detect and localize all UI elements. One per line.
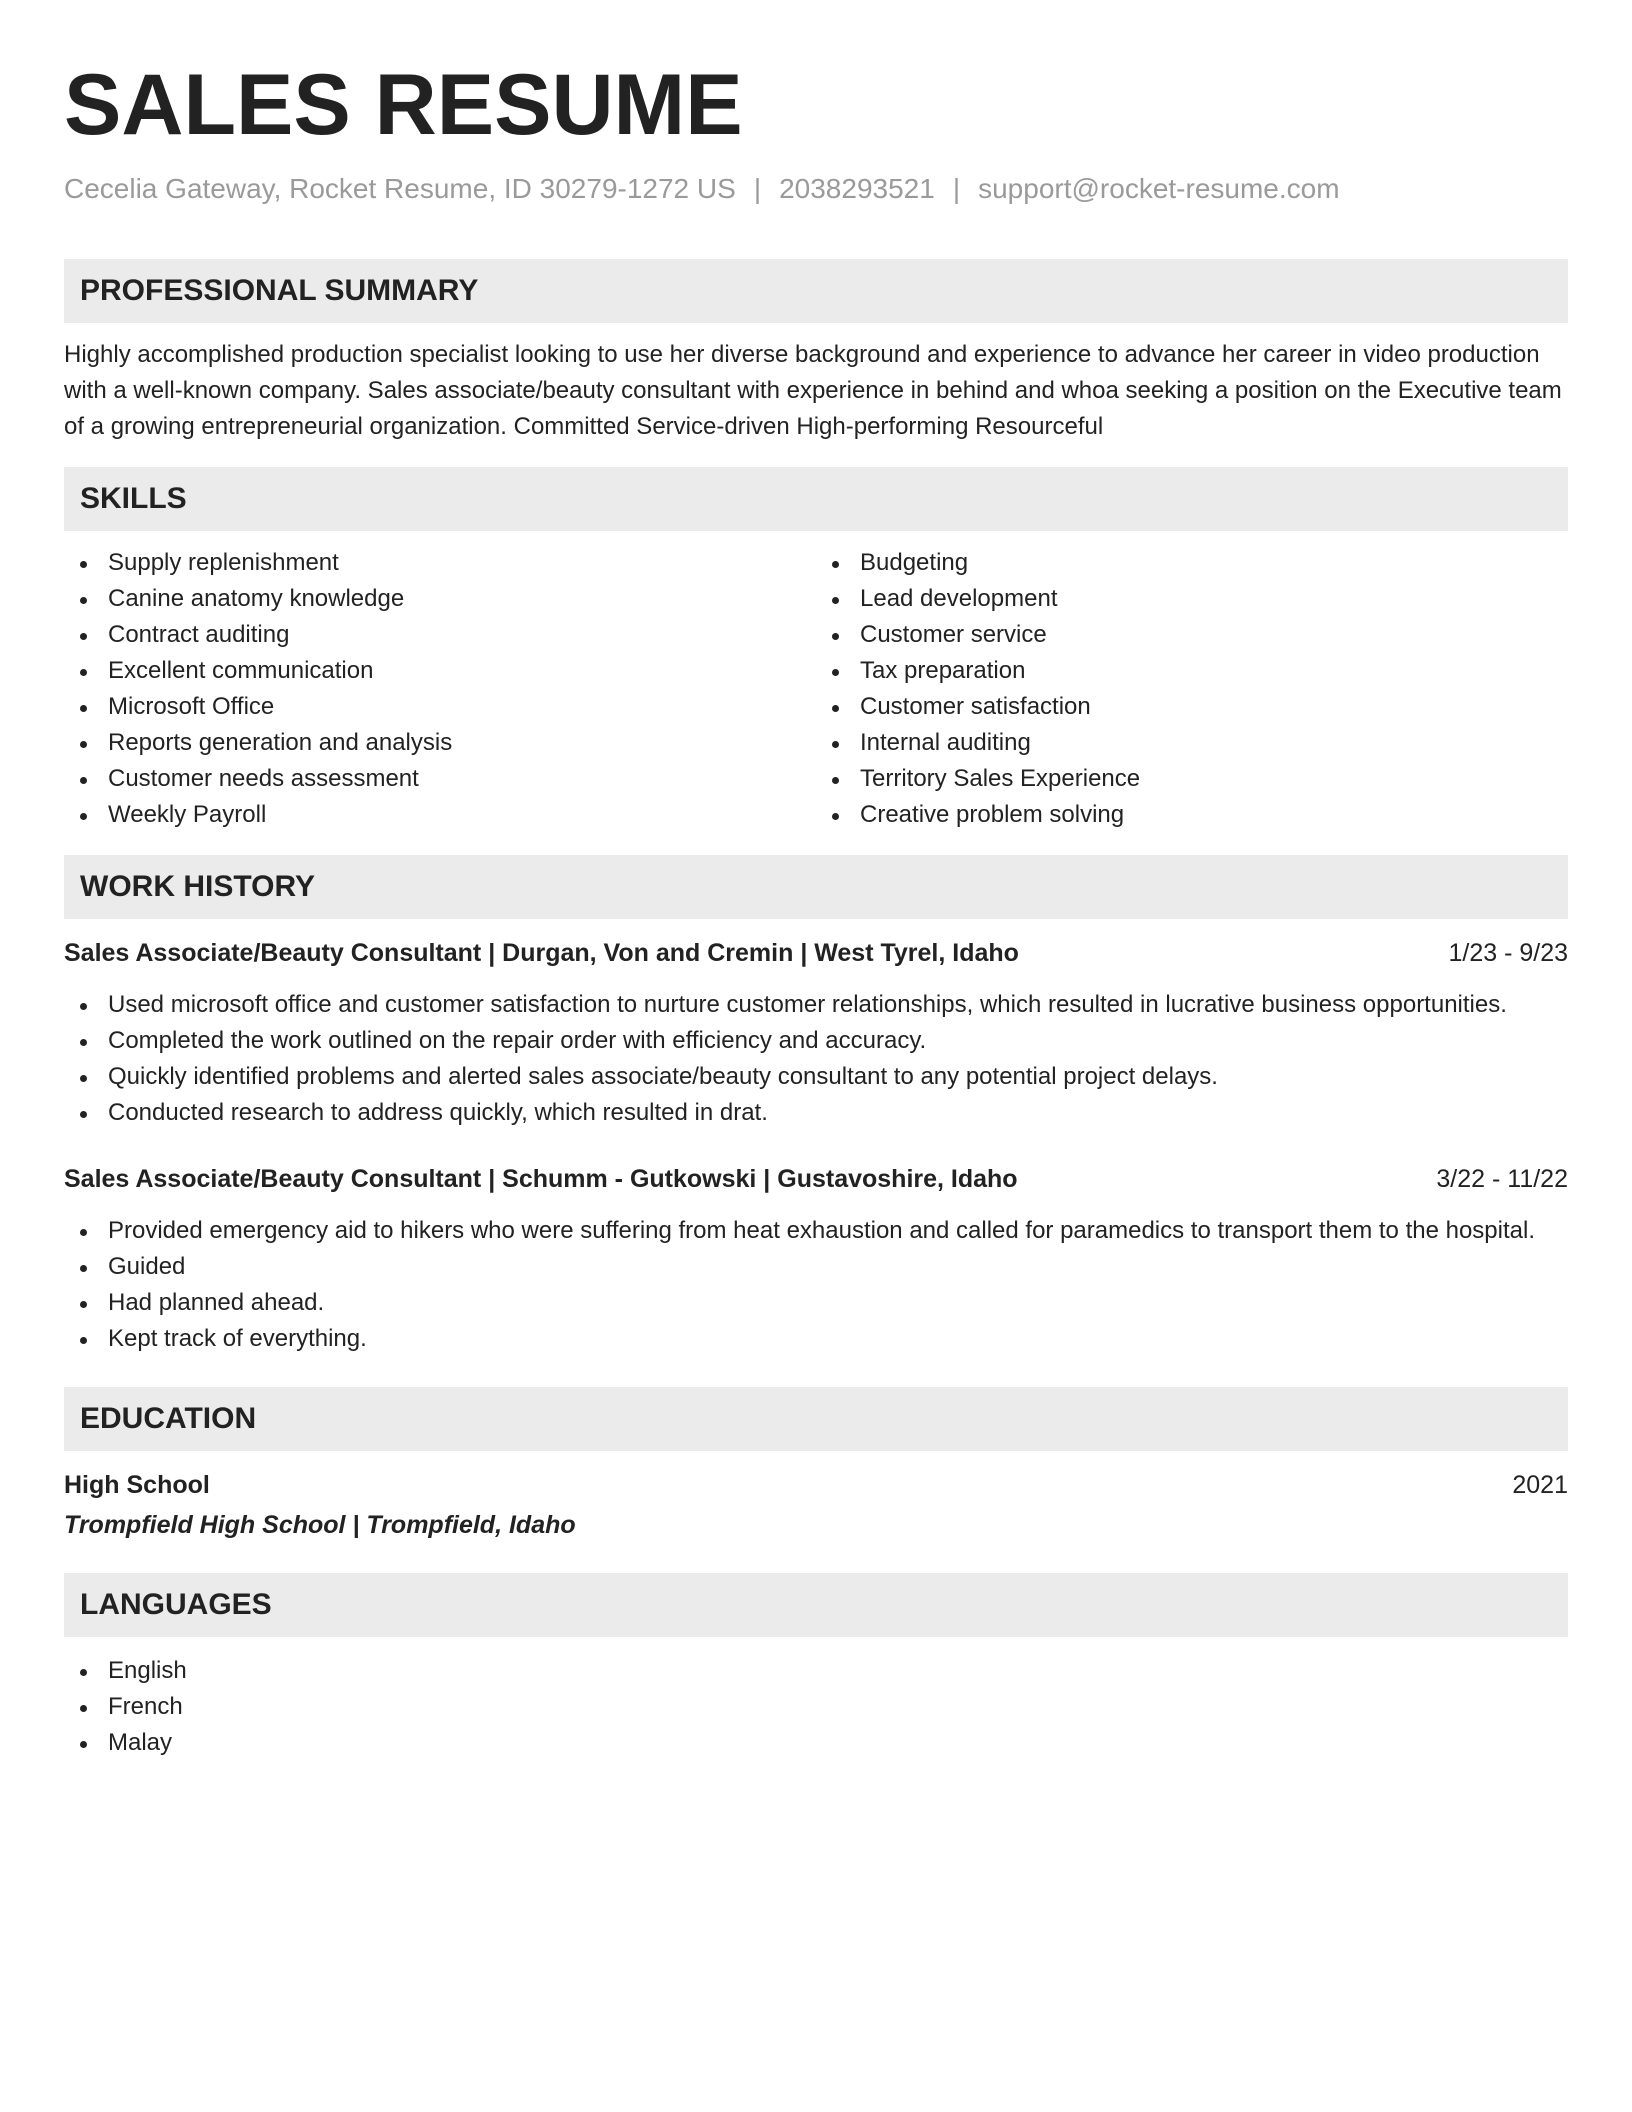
skills-grid — [64, 545, 1568, 833]
contact-email: support@rocket-resume.com — [978, 173, 1340, 204]
language-item: Malay — [64, 1725, 1568, 1761]
job-bullet: Used microsoft office and customer satisfaction to nurture customer relationships, which resulted in lucrative business opportunities. — [64, 987, 1568, 1023]
skill-item: Microsoft Office — [64, 689, 816, 725]
contact-address: Cecelia Gateway, Rocket Resume, ID 30279-1272 US — [64, 173, 736, 204]
job-header — [64, 935, 1568, 971]
skill-item: Lead development — [816, 581, 1568, 617]
skill-item: Canine anatomy knowledge — [64, 581, 816, 617]
work-heading: WORK HISTORY — [80, 870, 316, 903]
job-bullet: Guided — [64, 1249, 1568, 1285]
skill-item: Customer needs assessment — [64, 761, 816, 797]
education-year: 2021 — [1512, 1471, 1568, 1499]
job-entry — [64, 1161, 1568, 1357]
job-bullet: Had planned ahead. — [64, 1285, 1568, 1321]
job-bullet: Quickly identified problems and alerted sales associate/beauty consultant to any potential project delays. — [64, 1059, 1568, 1095]
education-degree: High School — [64, 1471, 210, 1499]
skill-item: Tax preparation — [816, 653, 1568, 689]
job-entry — [64, 935, 1568, 1131]
education-section-header — [64, 1387, 1568, 1451]
job-bullet: Provided emergency aid to hikers who were suffering from heat exhaustion and called for paramedics to transport them to the hospital. — [64, 1213, 1568, 1249]
job-title: Sales Associate/Beauty Consultant | Durgan, Von and Cremin | West Tyrel, Idaho — [64, 939, 1019, 967]
summary-section-header — [64, 259, 1568, 323]
contact-phone: 2038293521 — [779, 173, 935, 204]
resume-title: SALES RESUME — [64, 57, 743, 153]
skill-item: Weekly Payroll — [64, 797, 816, 833]
skill-item: Territory Sales Experience — [816, 761, 1568, 797]
summary-text: Highly accomplished production specialist looking to use her diverse background and experience to advance her career in video production with a well-known company. Sales associate/beauty consultant with experience in behind and whoa seeking a position on the Executive team of a growing entrepreneurial organization. Committed Service-driven High-performing Resourceful — [64, 341, 1562, 440]
work-section-header — [64, 855, 1568, 919]
job-title: Sales Associate/Beauty Consultant | Schumm - Gutkowski | Gustavoshire, Idaho — [64, 1165, 1018, 1193]
job-dates: 3/22 - 11/22 — [1436, 1165, 1568, 1193]
languages-list — [64, 1653, 1568, 1761]
skills-section-header — [64, 467, 1568, 531]
language-item: French — [64, 1689, 1568, 1725]
job-bullet: Completed the work outlined on the repair order with efficiency and accuracy. — [64, 1023, 1568, 1059]
languages-heading: LANGUAGES — [80, 1588, 272, 1621]
skill-item: Excellent communication — [64, 653, 816, 689]
job-bullets — [64, 987, 1568, 1131]
skill-item: Customer service — [816, 617, 1568, 653]
skill-item: Creative problem solving — [816, 797, 1568, 833]
skill-item: Reports generation and analysis — [64, 725, 816, 761]
job-bullet: Conducted research to address quickly, which resulted in drat. — [64, 1095, 1568, 1131]
contact-line — [64, 171, 1568, 207]
languages-section-header — [64, 1573, 1568, 1637]
job-header — [64, 1161, 1568, 1197]
skill-item: Supply replenishment — [64, 545, 816, 581]
language-item: English — [64, 1653, 1568, 1689]
skill-item: Contract auditing — [64, 617, 816, 653]
education-school: Trompfield High School | Trompfield, Idaho — [64, 1511, 576, 1539]
skills-column-left — [64, 545, 816, 833]
skills-column-right — [816, 545, 1568, 833]
skills-heading: SKILLS — [80, 482, 187, 515]
job-bullets — [64, 1213, 1568, 1357]
education-header — [64, 1467, 1568, 1503]
job-dates: 1/23 - 9/23 — [1448, 939, 1568, 967]
summary-heading: PROFESSIONAL SUMMARY — [80, 274, 479, 307]
contact-separator: | — [753, 173, 762, 204]
education-heading: EDUCATION — [80, 1402, 257, 1435]
job-bullet: Kept track of everything. — [64, 1321, 1568, 1357]
skill-item: Internal auditing — [816, 725, 1568, 761]
contact-separator: | — [952, 173, 961, 204]
skill-item: Budgeting — [816, 545, 1568, 581]
skill-item: Customer satisfaction — [816, 689, 1568, 725]
